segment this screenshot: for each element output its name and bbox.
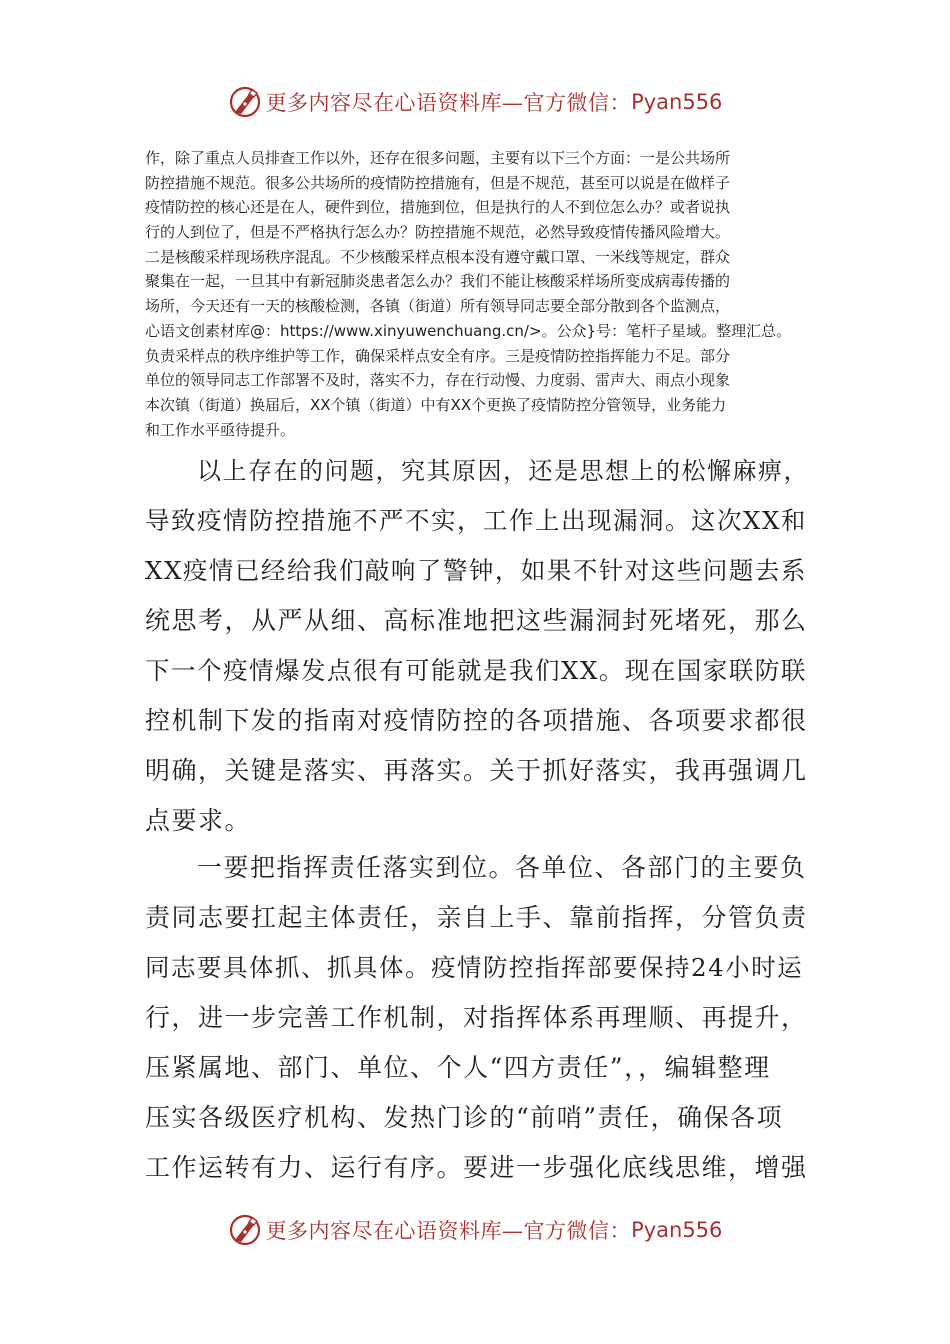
paragraph-2 [145,843,815,1193]
paragraph-line: 下一个疫情爆发点很有可能就是我们XX。现在国家联防联 [145,656,807,685]
paragraph-line: 统思考，从严从细、高标准地把这些漏洞封死堵死，那么 [145,606,808,635]
paragraph-line: 控机制下发的指南对疫情防控的各项措施、各项要求都很 [145,706,808,735]
footer-banner [0,1208,950,1252]
small-line: 行的人到位了，但是不严格执行怎么办？防控措施不规范，必然导致疫情传播风险增大。 [145,223,731,242]
small-line: 场所，今天还有一天的核酸检测，各镇（街道）所有领导同志要全部分散到各个监测点， [145,297,731,316]
footer-banner-text: 更多内容尽在心语资料库—官方微信： [265,1219,632,1243]
paragraph-line: 责同志要扛起主体责任，亲自上手、靠前指挥，分管负责 [145,903,808,932]
small-line: 和工作水平亟待提升。 [145,420,296,439]
small-paragraph [145,146,835,442]
header-banner-code: Pyan556 [631,90,723,114]
paragraph-line: 行，进一步完善工作机制，对指挥体系再理顺、再提升， [145,1003,808,1032]
pen-nib-logo-icon [228,85,262,119]
paragraph-line: 压实各级医疗机构、发热门诊的“前哨”责任，确保各项 [145,1103,784,1132]
small-line: 负责采样点的秩序维护等工作，确保采样点安全有序。三是疫情防控指挥能力不足。部分 [145,346,731,365]
header-banner [0,80,950,124]
pen-nib-logo-icon [228,1213,262,1247]
small-line: 疫情防控的核心还是在人，硬件到位，措施到位，但是执行的人不到位怎么办？或者说执 [145,198,731,217]
small-line: 作，除了重点人员排查工作以外，还存在很多问题，主要有以下三个方面：一是公共场所 [145,149,731,167]
small-line: 本次镇（街道）换届后，XX个镇（街道）中有XX个更换了疫情防控分管领导，业务能力 [145,395,727,414]
footer-banner-code: Pyan556 [631,1218,723,1242]
small-line: 二是核酸采样现场秩序混乱。不少核酸采样点根本没有遵守戴口罩、一米线等规定，群众 [145,247,731,266]
paragraph-line: XX疫情已经给我们敲响了警钟，如果不针对这些问题去系 [145,556,807,585]
small-line: 单位的领导同志工作部署不及时，落实不力，存在行动慢、力度弱、雷声大、雨点小现象 [145,371,731,390]
small-line-watermark-url: 心语文创素材库@：https://www.xinyuwenchuang.cn/>。公众}号：笔杆子星域。整理汇总。 [145,321,792,340]
paragraph-line: 明确，关键是落实、再落实。关于抓好落实，我再强调几 [145,756,808,785]
small-line: 聚集在一起，一旦其中有新冠肺炎患者怎么办？我们不能让核酸采样场所变成病毒传播的 [145,272,731,291]
paragraph-line: 以上存在的问题，究其原因，还是思想上的松懈麻痹， [197,457,809,485]
paragraph-1 [145,446,815,846]
paragraph-line: 一要把指挥责任落实到位。各单位、各部门的主要负 [197,853,807,882]
paragraph-line: 工作运转有力、运行有序。要进一步强化底线思维，增强 [145,1153,808,1182]
paragraph-line: 压紧属地、部门、单位、个人“四方责任”，，编辑整理 [145,1053,771,1082]
paragraph-line: 导致疫情防控措施不严不实，工作上出现漏洞。这次XX和 [145,506,807,535]
paragraph-line: 点要求。 [145,806,252,835]
paragraph-line: 同志要具体抓、抓具体。疫情防控指挥部要保持24小时运 [145,953,804,982]
header-banner-text: 更多内容尽在心语资料库—官方微信： [265,91,632,115]
small-line: 防控措施不规范。很多公共场所的疫情防控措施有，但是不规范，甚至可以说是在做样子 [145,173,731,192]
